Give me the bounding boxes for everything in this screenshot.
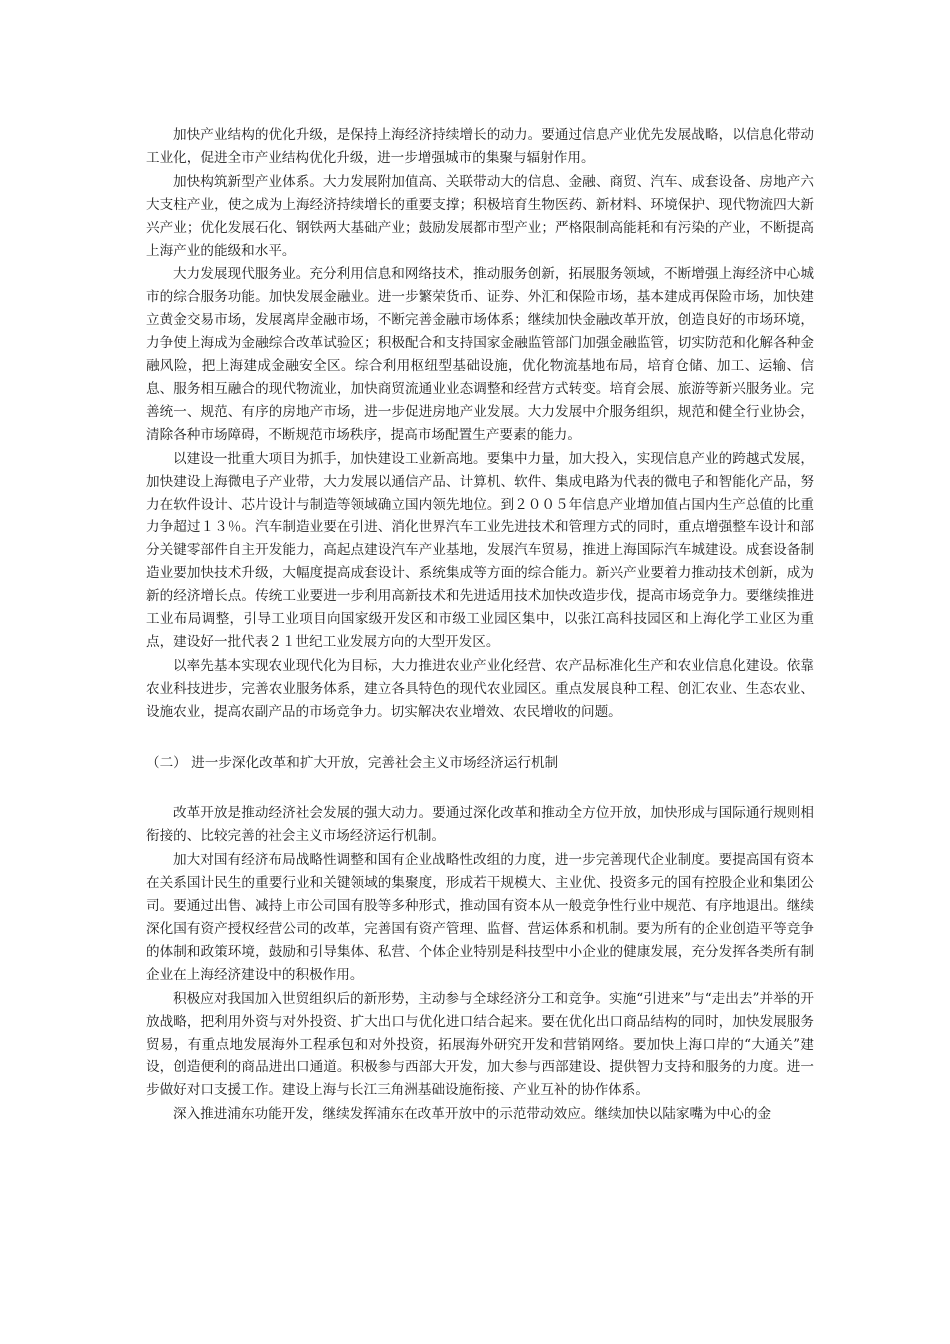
paragraph-reform-opening: 改革开放是推动经济社会发展的强大动力。要通过深化改革和推动全方位开放，加快形成与国际通行规则相衔接的、比较完善的社会主义市场经济运行机制。 bbox=[146, 805, 814, 845]
paragraph-state-owned-economy: 加大对国有经济布局战略性调整和国有企业战略性改组的力度，进一步完善现代企业制度。要提高国有资本在关系国计民生的重要行业和关键领域的集聚度，形成若干规模大、主业优、投资多元的国有控股企业和集团公司。要通过出售、减持上市公司国有股等多种形式，推动国有资本从一般竞争性行业中规范、有序地退出。继续深化国有资产授权经营公司的改革，完善国有资产管理、监督、营运体系和机制。要为所有的企业创造平等竞争的体制和政策环境，鼓励和引导集体、私营、个体企业特别是科技型中小企业的健康发展，充分发挥各类所有制企业在上海经济建设中的积极作用。 bbox=[146, 852, 814, 983]
document-page bbox=[146, 124, 814, 1126]
paragraph-agriculture: 以率先基本实现农业现代化为目标，大力推进农业产业化经营、农产品标准化生产和农业信息化建设。依靠农业科技进步，完善农业服务体系，建立各具特色的现代农业园区。重点发展良种工程、创汇农业、生态农业、设施农业，提高农副产品的市场竞争力。切实解决农业增效、农民增收的问题。 bbox=[146, 657, 814, 720]
paragraph-wto-strategy: 积极应对我国加入世贸组织后的新形势，主动参与全球经济分工和竞争。实施“引进来”与“走出去”并举的开放战略，把利用外资与对外投资、扩大出口与优化进口结合起来。要在优化出口商品结构的同时，加快发展服务贸易，有重点地发展海外工程承包和对外投资，拓展海外研究开发和营销网络。要加快上海口岸的“大通关”建设，创造便利的商品进出口通道。积极参与西部大开发，加大参与西部建设、提供智力支持和服务的力度。进一步做好对口支援工作。建设上海与长江三角洲基础设施衔接、产业互补的协作体系。 bbox=[146, 990, 814, 1099]
paragraph-major-projects: 以建设一批重大项目为抓手，加快建设工业新高地。要集中力量，加大投入，实现信息产业的跨越式发展，加快建设上海微电子产业带，大力发展以通信产品、计算机、软件、集成电路为代表的微电子和智能化产品，努力在软件设计、芯片设计与制造等领域确立国内领先地位。到２００５年信息产业增加值占国内生产总值的比重力争超过１３％。汽车制造业要在引进、消化世界汽车工业先进技术和管理方式的同时，重点增强整车设计和部分关键零部件自主开发能力，高起点建设汽车产业基地，发展汽车贸易，推进上海国际汽车城建设。成套设备制造业要加快技术升级，大幅度提高成套设计、系统集成等方面的综合能力。新兴产业要着力推动技术创新，成为新的经济增长点。传统工业要进一步利用高新技术和先进适用技术加快改造步伐，提高市场竞争力。要继续推进工业布局调整，引导工业项目向国家级开发区和市级工业园区集中，以张江高科技园区和上海化学工业区为重点，建设好一批代表２１世纪工业发展方向的大型开发区。 bbox=[146, 450, 814, 650]
paragraph-new-industry-system: 加快构筑新型产业体系。大力发展附加值高、关联带动大的信息、金融、商贸、汽车、成套设备、房地产六大支柱产业，使之成为上海经济持续增长的重要支撑；积极培育生物医药、新材料、环境保护、现代物流四大新兴产业；优化发展石化、钢铁两大基础产业；鼓励发展都市型产业；严格限制高能耗和有污染的产业，不断提高上海产业的能级和水平。 bbox=[146, 173, 814, 259]
paragraph-pudong: 深入推进浦东功能开发，继续发挥浦东在改革开放中的示范带动效应。继续加快以陆家嘴为中心的金 bbox=[173, 1106, 772, 1123]
section-heading: （二） 进一步深化改革和扩大开放，完善社会主义市场经济运行机制 bbox=[146, 754, 559, 771]
paragraph-modern-services: 大力发展现代服务业。充分利用信息和网络技术，推动服务创新，拓展服务领域，不断增强上海经济中心城市的综合服务功能。加快发展金融业。进一步繁荣货币、证券、外汇和保险市场，基本建成再保险市场，加快建立黄金交易市场，发展离岸金融市场，不断完善金融市场体系；继续加快金融改革开放，创造良好的市场环境，力争使上海成为金融综合改革试验区；积极配合和支持国家金融监管部门加强金融监管，切实防范和化解各种金融风险，把上海建成金融安全区。综合利用枢纽型基础设施，优化物流基地布局，培育仓储、加工、运输、信息、服务相互融合的现代物流业，加快商贸流通业业态调整和经营方式转变。培育会展、旅游等新兴服务业。完善统一、规范、有序的房地产市场，进一步促进房地产业发展。大力发展中介服务组织，规范和健全行业协会，清除各种市场障碍，不断规范市场秩序，提高市场配置生产要素的能力。 bbox=[146, 266, 814, 443]
paragraph-industry-upgrade: 加快产业结构的优化升级，是保持上海经济持续增长的动力。要通过信息产业优先发展战略，以信息化带动工业化，促进全市产业结构优化升级，进一步增强城市的集聚与辐射作用。 bbox=[146, 127, 814, 166]
